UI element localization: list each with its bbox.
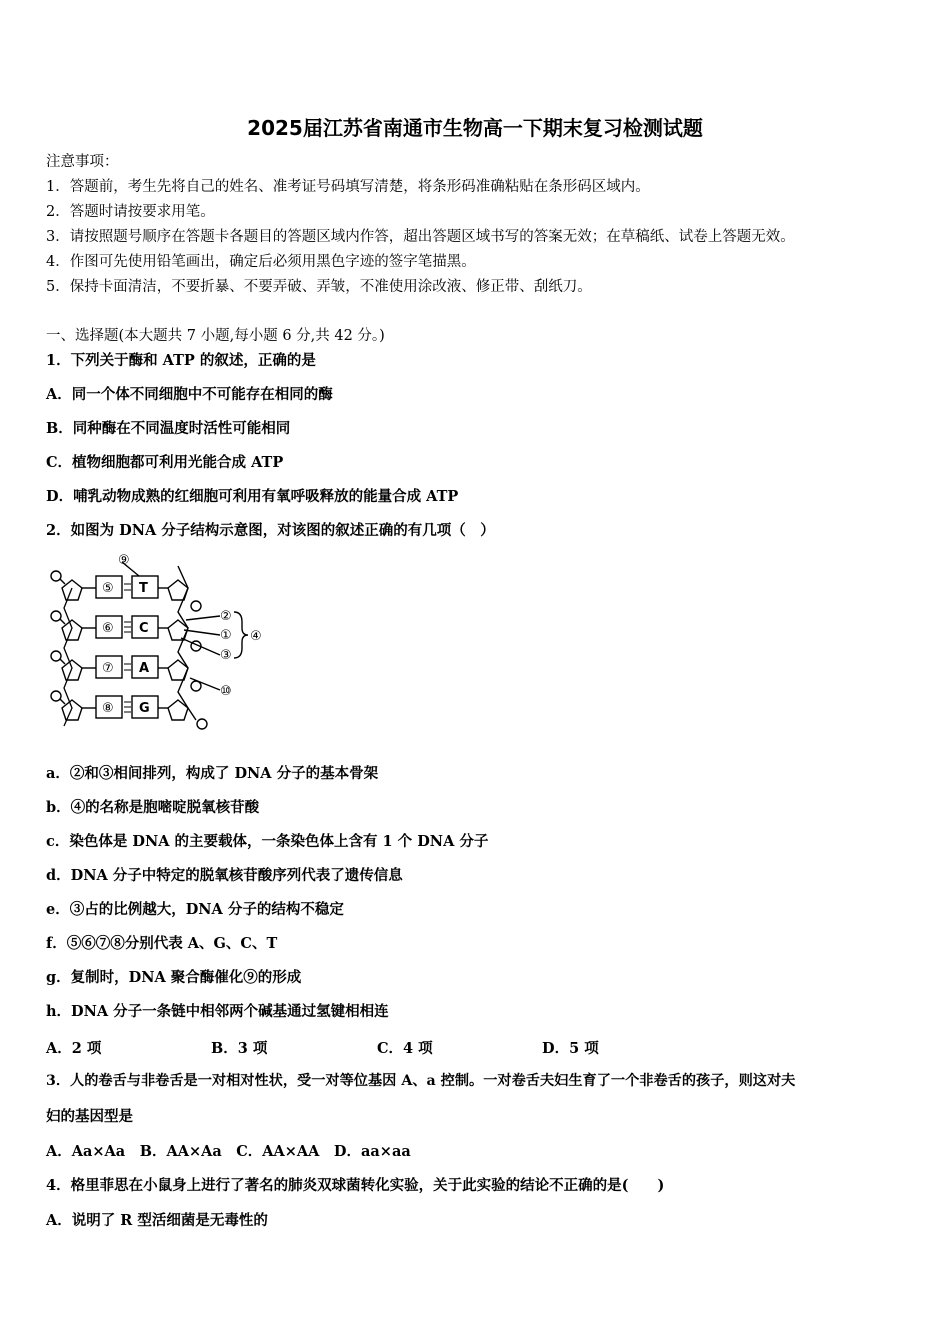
question-4-option-a: A．说明了 R 型活细菌是无毒性的 (46, 1212, 268, 1229)
statement-g: g．复制时，DNA 聚合酶催化⑨的形成 (46, 969, 302, 986)
notice-item-3: 3．请按照题号顺序在答题卡各题目的答题区域内作答，超出答题区域书写的答案无效；在草稿纸、试卷上答题无效。 (46, 229, 795, 245)
label-2: ② (220, 609, 232, 624)
label-1: ① (220, 628, 232, 643)
statement-b: b．④的名称是胞嘧啶脱氧核苷酸 (46, 799, 260, 816)
question-2-option-c: C．4 项 (377, 1040, 433, 1057)
question-2-option-b: B．3 项 (211, 1040, 268, 1057)
section-heading: 一、选择题(本大题共 7 小题,每小题 6 分,共 42 分。) (46, 328, 385, 344)
question-2-stem: 2．如图为 DNA 分子结构示意图，对该图的叙述正确的有几项（ ） (46, 522, 495, 539)
label-10: ⑩ (220, 684, 232, 699)
question-3-options: A．Aa×Aa B．AA×Aa C．AA×AA D．aa×aa (46, 1143, 411, 1160)
statement-f: f．⑤⑥⑦⑧分别代表 A、G、C、T (46, 935, 278, 952)
statement-d: d．DNA 分子中特定的脱氧核苷酸序列代表了遗传信息 (46, 867, 403, 884)
statement-h: h．DNA 分子一条链中相邻两个碱基通过氢键相相连 (46, 1003, 389, 1020)
notice-item-5: 5．保持卡面清洁，不要折暴、不要弄破、弄皱，不准使用涂改液、修正带、刮纸刀。 (46, 279, 592, 295)
dna-structure-diagram (44, 550, 284, 732)
notice-item-2: 2．答题时请按要求用笔。 (46, 204, 215, 220)
label-7: ⑦ (102, 661, 114, 676)
statement-c: c．染色体是 DNA 的主要载体，一条染色体上含有 1 个 DNA 分子 (46, 833, 489, 850)
question-3-stem-line2: 妇的基因型是 (46, 1108, 133, 1125)
question-1-option-a: A．同一个体不同细胞中不可能存在相同的酶 (46, 386, 333, 403)
notice-item-4: 4．作图可先使用铅笔画出，确定后必须用黑色字迹的签字笔描黑。 (46, 254, 476, 270)
statement-a: a．②和③相间排列，构成了 DNA 分子的基本骨架 (46, 765, 379, 782)
question-1-option-b: B．同种酶在不同温度时活性可能相同 (46, 420, 291, 437)
question-4-stem: 4．格里菲思在小鼠身上进行了著名的肺炎双球菌转化实验，关于此实验的结论不正确的是( ) (46, 1177, 665, 1194)
base-C: C (139, 621, 149, 636)
statement-e: e．③占的比例越大，DNA 分子的结构不稳定 (46, 901, 344, 918)
label-5: ⑤ (102, 581, 114, 596)
base-G: G (139, 701, 150, 716)
label-9: ⑨ (118, 553, 130, 568)
notice-heading: 注意事项： (46, 154, 119, 170)
label-3: ③ (220, 648, 232, 663)
label-6: ⑥ (102, 621, 114, 636)
question-3-stem-line1: 3．人的卷舌与非卷舌是一对相对性状，受一对等位基因 A、a 控制。一对卷舌夫妇生育了一个非卷舌的孩子，则这对夫 (46, 1073, 796, 1089)
label-8: ⑧ (102, 701, 114, 716)
question-1-option-c: C．植物细胞都可利用光能合成 ATP (46, 454, 284, 471)
question-1-stem: 1．下列关于酶和 ATP 的叙述，正确的是 (46, 352, 316, 369)
base-T: T (139, 581, 148, 596)
question-2-option-d: D．5 项 (542, 1040, 599, 1057)
question-1-option-d: D．哺乳动物成熟的红细胞可利用有氧呼吸释放的能量合成 ATP (46, 488, 459, 505)
question-2-option-a: A．2 项 (46, 1040, 102, 1057)
label-4: ④ (250, 629, 262, 644)
notice-item-1: 1．答题前，考生先将自己的姓名、准考证号码填写清楚，将条形码准确粘贴在条形码区域内。 (46, 179, 650, 195)
base-A: A (139, 661, 150, 676)
right-sugars (168, 580, 188, 720)
page-title: 2025届江苏省南通市生物高一下期末复习检测试题 (247, 116, 703, 140)
